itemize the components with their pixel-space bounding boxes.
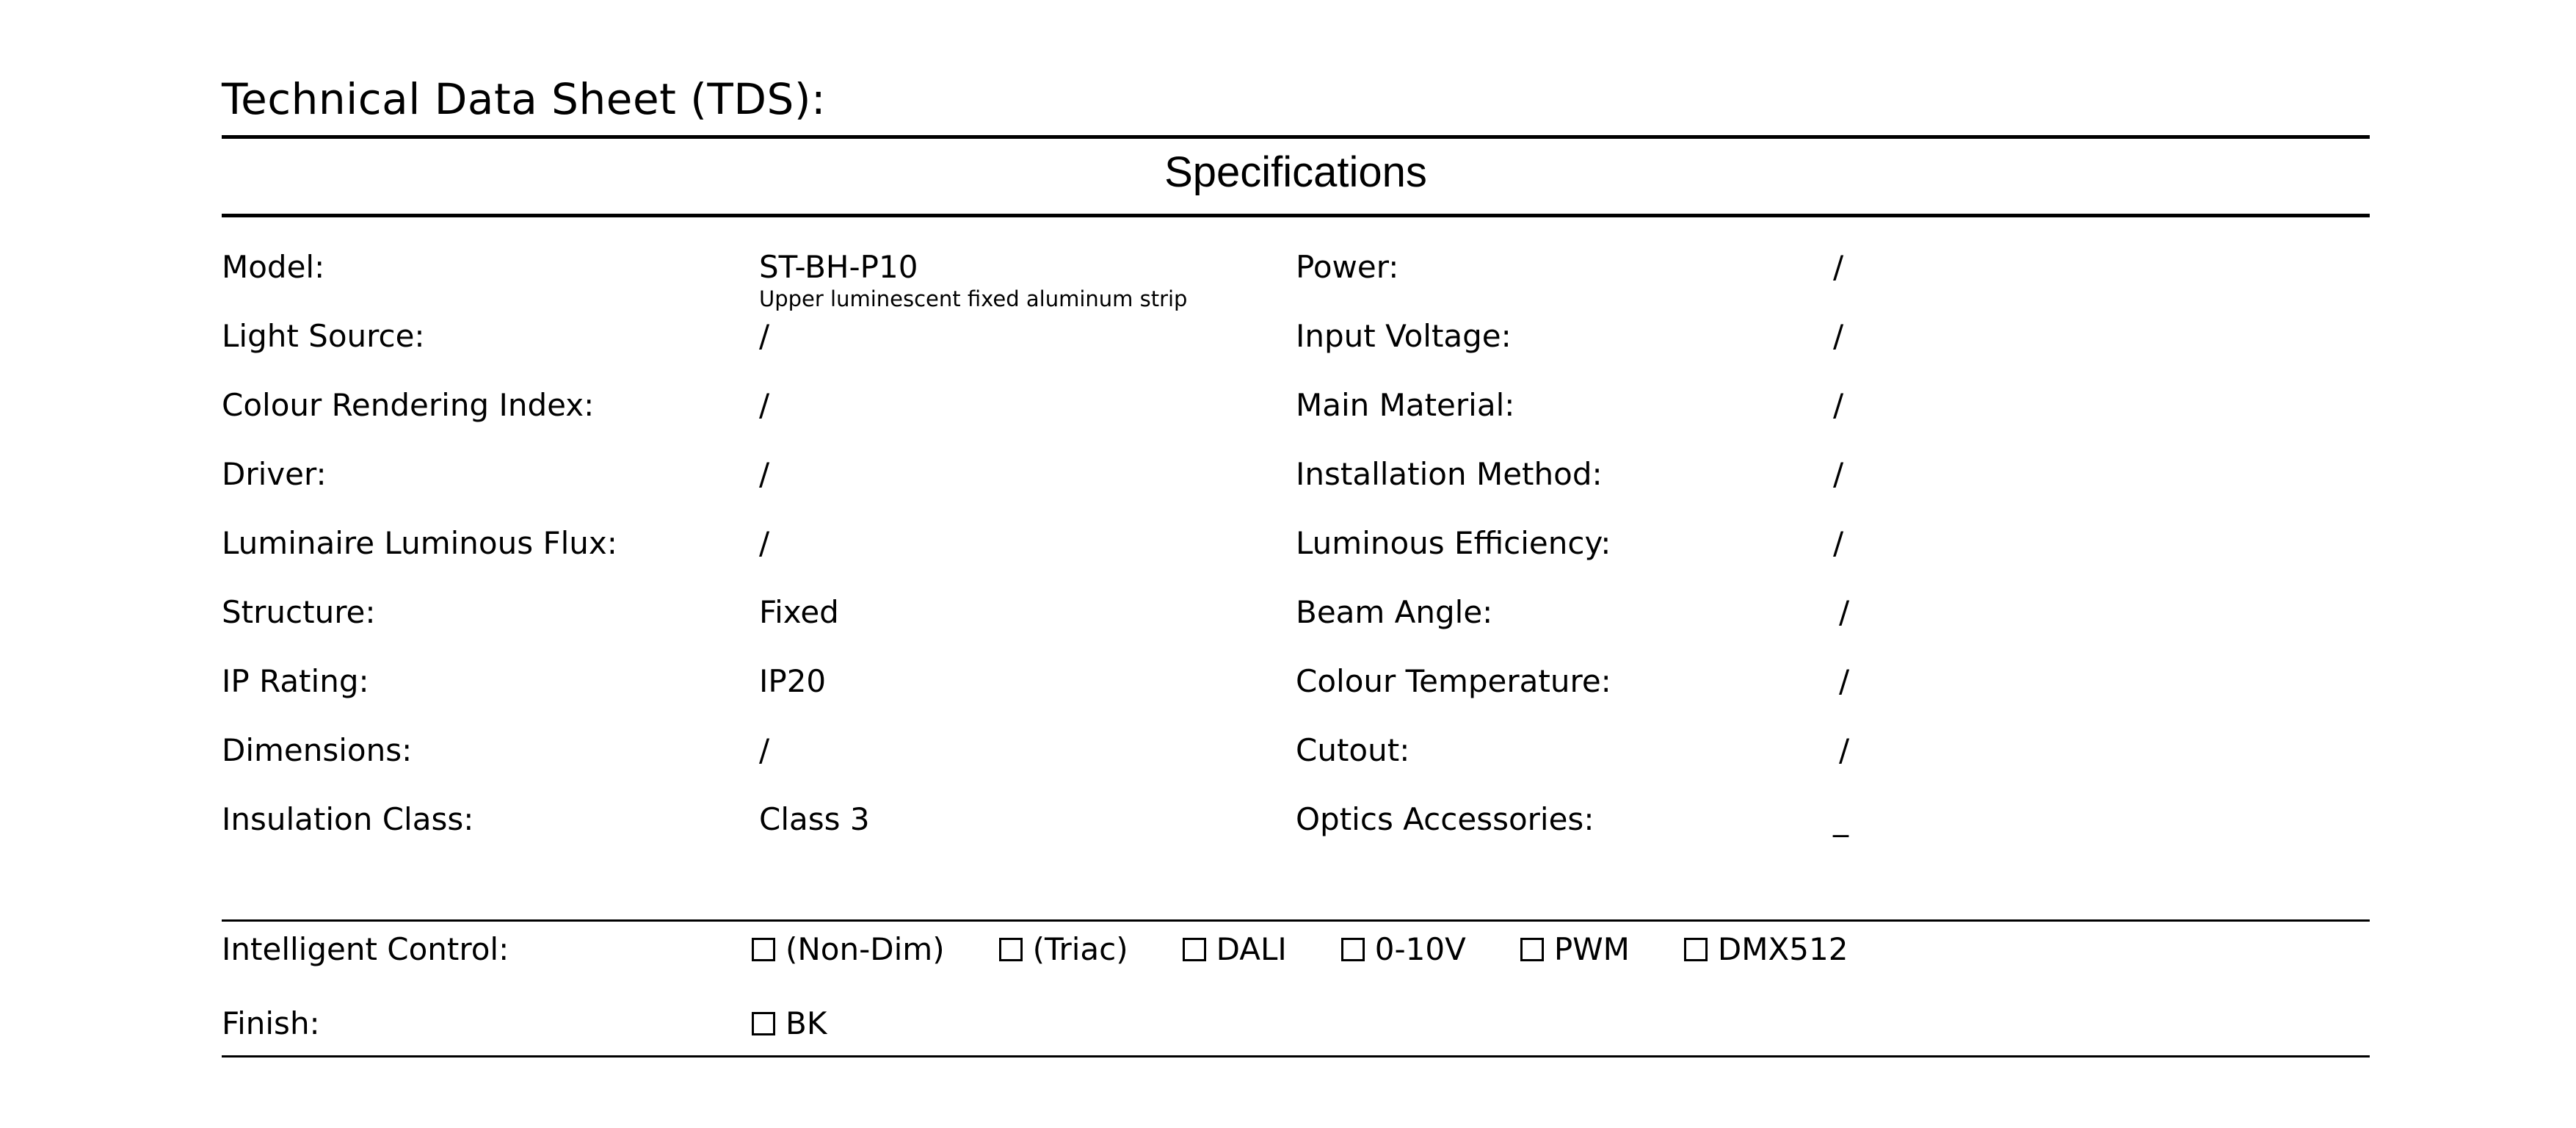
spec-label-input-voltage: Input Voltage: — [1296, 318, 1512, 354]
option-label: DALI — [1216, 931, 1287, 967]
data-sheet — [222, 0, 2370, 1128]
spec-row — [222, 452, 2370, 504]
spec-value-luminous-efficiency: / — [1833, 525, 1844, 561]
spec-value-driver: / — [759, 456, 770, 492]
spec-label-structure: Structure: — [222, 594, 376, 630]
spec-label-power: Power: — [1296, 249, 1399, 285]
document-title: Technical Data Sheet (TDS): — [222, 74, 827, 124]
finish-row — [222, 1002, 2370, 1053]
spec-value-optics-accessories: _ — [1833, 801, 1848, 837]
finish-label: Finish: — [222, 1005, 320, 1041]
spec-label-main-material: Main Material: — [1296, 387, 1515, 423]
spec-label-dimensions: Dimensions: — [222, 732, 413, 768]
spec-label-colour-temperature: Colour Temperature: — [1296, 663, 1611, 699]
spec-row — [222, 590, 2370, 642]
spec-label-model: Model: — [222, 249, 325, 285]
spec-value-power: / — [1833, 249, 1844, 285]
option-non-dim[interactable] — [752, 928, 945, 972]
spec-value-structure: Fixed — [759, 594, 839, 630]
intelligent-control-options — [752, 928, 1902, 972]
spec-value-insulation-class: Class 3 — [759, 801, 870, 837]
checkbox-dali[interactable] — [1183, 938, 1206, 961]
option-triac[interactable] — [999, 928, 1128, 972]
option-label: DMX512 — [1717, 931, 1848, 967]
spec-label-luminous-flux: Luminaire Luminous Flux: — [222, 525, 617, 561]
spec-value-beam-angle: / — [1839, 594, 1850, 630]
option-bk[interactable] — [752, 1002, 827, 1046]
spec-label-luminous-efficiency: Luminous Efficiency: — [1296, 525, 1611, 561]
spec-value-colour-temperature: / — [1839, 663, 1850, 699]
option-label: (Triac) — [1032, 931, 1128, 967]
spec-value-cutout: / — [1839, 732, 1850, 768]
option-0-10v[interactable] — [1341, 928, 1466, 972]
spec-value-light-source: / — [759, 318, 770, 354]
spec-value-ip-rating: IP20 — [759, 663, 827, 699]
spec-value-luminous-flux: / — [759, 525, 770, 561]
intelligent-control-row — [222, 928, 2370, 979]
bottom-divider — [222, 1055, 2370, 1058]
option-label: 0-10V — [1374, 931, 1466, 967]
title-divider — [222, 135, 2370, 139]
spec-row — [222, 728, 2370, 780]
spec-value-cri: / — [759, 387, 770, 423]
spec-label-optics-accessories: Optics Accessories: — [1296, 801, 1594, 837]
option-label: BK — [786, 1005, 827, 1041]
spec-label-cutout: Cutout: — [1296, 732, 1410, 768]
spec-label-ip-rating: IP Rating: — [222, 663, 369, 699]
option-dali[interactable] — [1183, 928, 1287, 972]
spec-row — [222, 659, 2370, 711]
spec-label-light-source: Light Source: — [222, 318, 425, 354]
checkbox-0-10v[interactable] — [1341, 938, 1365, 961]
option-pwm[interactable] — [1520, 928, 1630, 972]
spec-label-driver: Driver: — [222, 456, 327, 492]
spec-row — [222, 521, 2370, 573]
spec-value-input-voltage: / — [1833, 318, 1844, 354]
option-label: PWM — [1553, 931, 1630, 967]
spec-label-insulation-class: Insulation Class: — [222, 801, 474, 837]
spec-value-model: ST-BH-P10 — [759, 249, 918, 285]
spec-row — [222, 798, 2370, 849]
spec-row — [222, 245, 2370, 311]
spec-value-main-material: / — [1833, 387, 1844, 423]
heading-divider — [222, 214, 2370, 217]
spec-row — [222, 383, 2370, 435]
spec-label-cri: Colour Rendering Index: — [222, 387, 595, 423]
checkbox-non-dim[interactable] — [752, 938, 775, 961]
checkbox-bk[interactable] — [752, 1012, 775, 1035]
spec-label-beam-angle: Beam Angle: — [1296, 594, 1493, 630]
options-divider — [222, 919, 2370, 922]
specifications-heading: Specifications — [1164, 148, 1427, 196]
option-dmx512[interactable] — [1684, 928, 1848, 972]
model-description: Upper luminescent fixed aluminum strip — [759, 286, 1188, 311]
spec-row — [222, 314, 2370, 366]
spec-value-dimensions: / — [759, 732, 770, 768]
option-label: (Non-Dim) — [786, 931, 945, 967]
checkbox-pwm[interactable] — [1520, 938, 1544, 961]
intelligent-control-label: Intelligent Control: — [222, 931, 509, 967]
spec-label-installation-method: Installation Method: — [1296, 456, 1603, 492]
spec-value-installation-method: / — [1833, 456, 1844, 492]
finish-options — [752, 1002, 881, 1046]
checkbox-triac[interactable] — [999, 938, 1023, 961]
checkbox-dmx512[interactable] — [1684, 938, 1708, 961]
